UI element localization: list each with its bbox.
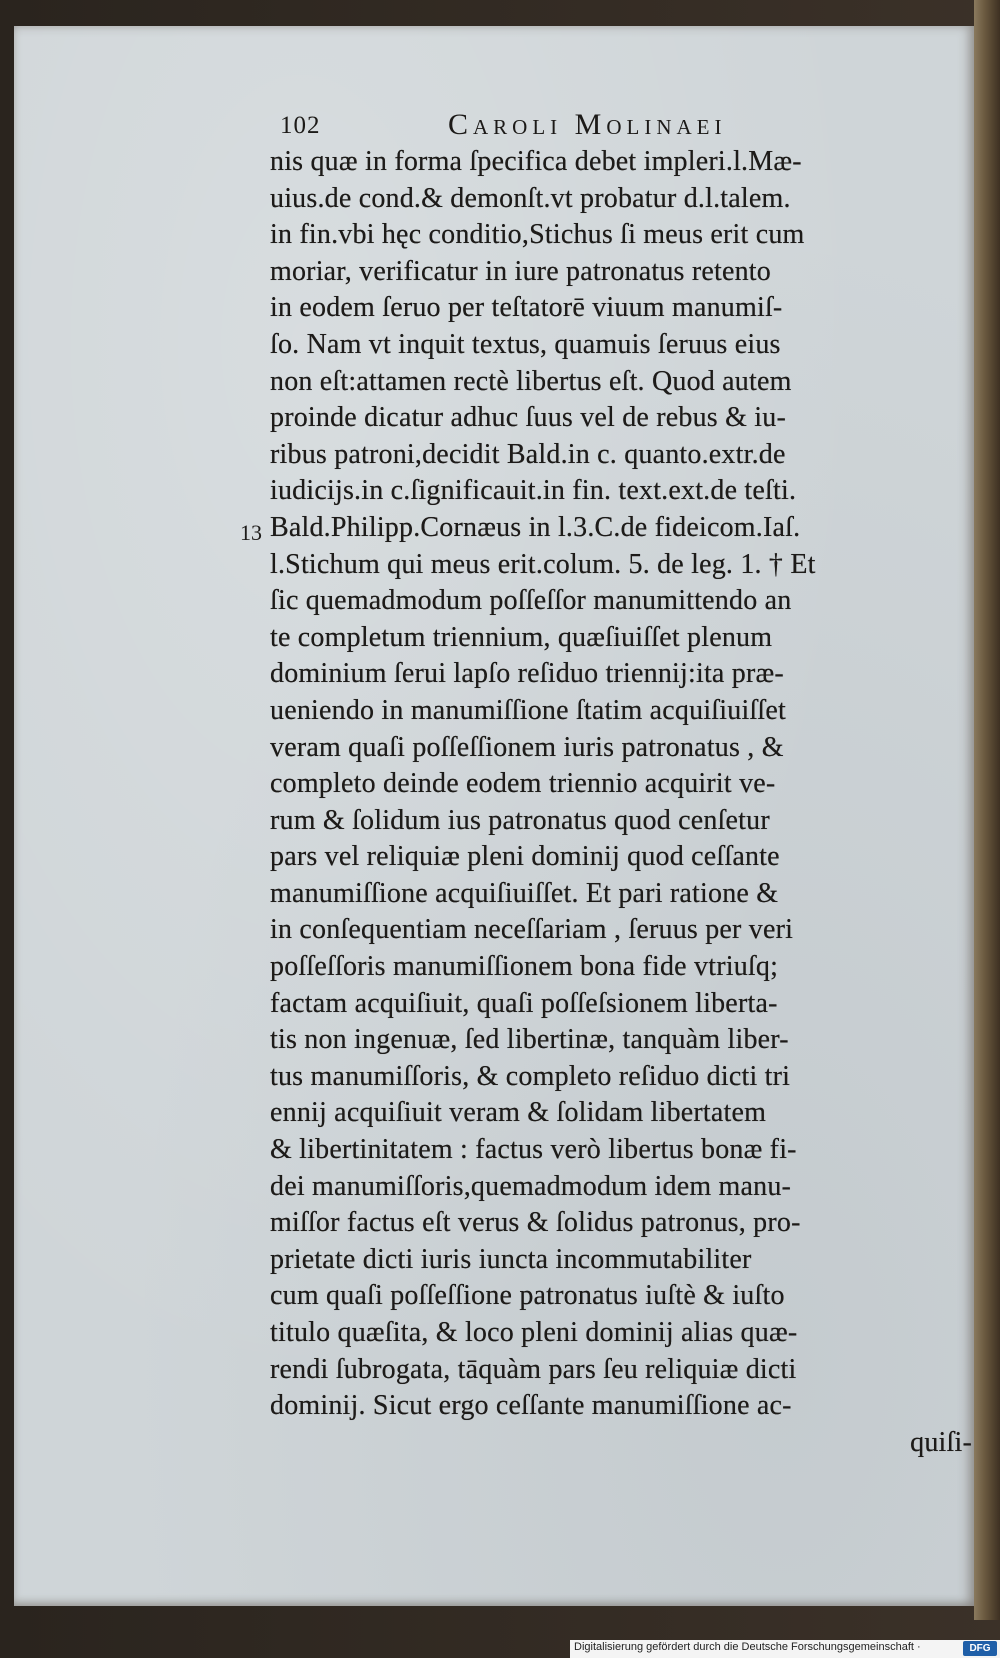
text-line: ribus patroni,decidit Bald.in c. quanto.extr.de bbox=[270, 438, 786, 470]
text-line: cum quaſi poſſeſſione patronatus iuſtè & iuſto bbox=[270, 1280, 785, 1312]
text-line: non eſt:attamen rectè libertus eſt. Quod autem bbox=[270, 365, 792, 397]
text-line: rendi ſubrogata, tāquàm pars ſeu reliquiæ dicti bbox=[270, 1353, 797, 1385]
running-head bbox=[280, 108, 980, 148]
running-title: Caroli Molinaei bbox=[448, 108, 727, 141]
text-line: l.Stichum qui meus erit.colum. 5. de leg. 1. † Et bbox=[270, 548, 816, 580]
text-line: te completum triennium, quæſiuiſſet plenum bbox=[270, 621, 773, 653]
text-line: completo deinde eodem triennio acquirit ve- bbox=[270, 768, 776, 800]
text-line: in eodem ſeruo per teſtatorē viuum manumiſ- bbox=[270, 292, 783, 324]
text-line: ſo. Nam vt inquit textus, quamuis ſeruus eius bbox=[270, 328, 781, 360]
text-line: factam acquiſiuit, quaſi poſſeſsionem liberta- bbox=[270, 987, 778, 1019]
text-line: ſic quemadmodum poſſeſſor manumittendo an bbox=[270, 585, 792, 617]
text-line: Bald.Philipp.Cornæus in l.3.C.de fideicom.Iaſ. bbox=[270, 511, 801, 543]
footer-credit: Digitalisierung gefördert durch die Deutsche Forschungsgemeinschaft · bbox=[574, 1641, 921, 1653]
text-line: manumiſſione acquiſiuiſſet. Et pari ratione & bbox=[270, 877, 779, 909]
text-line: rum & ſolidum ius patronatus quod cenſetur bbox=[270, 804, 770, 836]
text-line: titulo quæſita, & loco pleni dominij alias quæ- bbox=[270, 1317, 798, 1348]
text-line: miſſor factus eſt verus & ſolidus patronus, pro- bbox=[270, 1207, 801, 1239]
text-line: nis quæ in forma ſpecifica debet impleri.l.Mæ- bbox=[270, 146, 802, 177]
text-line: proinde dicatur adhuc ſuus vel de rebus & iu- bbox=[270, 402, 786, 434]
text-line: tus manumiſſoris, & completo reſiduo dicti tri bbox=[270, 1060, 791, 1092]
text-line: prietate dicti iuris iuncta incommutabiliter bbox=[270, 1243, 752, 1275]
text-line: tis non ingenuæ, ſed libertinæ, tanquàm liber- bbox=[270, 1024, 789, 1056]
text-line: poſſeſſoris manumiſſionem bona fide vtriuſq; bbox=[270, 951, 779, 983]
text-line: & libertinitatem : factus verò libertus bonæ fi- bbox=[270, 1134, 797, 1166]
body-text bbox=[270, 144, 978, 1461]
page-number: 102 bbox=[280, 112, 321, 139]
catchword: quiſi- bbox=[910, 1426, 972, 1458]
text-line: dominij. Sicut ergo ceſſante manumiſſione ac- bbox=[270, 1390, 792, 1422]
text-line: dei manumiſſoris,quemadmodum idem manu- bbox=[270, 1170, 792, 1202]
dfg-logo: DFG bbox=[963, 1641, 997, 1656]
marginal-section-number: 13 bbox=[240, 520, 262, 545]
text-line: ennij acquiſiuit veram & ſolidam libertatem bbox=[270, 1097, 767, 1129]
text-line: pars vel reliquiæ pleni dominij quod ceſſante bbox=[270, 841, 780, 873]
text-line: moriar, verificatur in iure patronatus retento bbox=[270, 255, 771, 287]
text-line: veram quaſi poſſeſſionem iuris patronatus , & bbox=[270, 731, 784, 763]
text-line: in conſequentiam neceſſariam , ſeruus per veri bbox=[270, 914, 794, 946]
text-line: ueniendo in manumiſſione ſtatim acquiſiuiſſet bbox=[270, 694, 787, 726]
text-line: uius.de cond.& demonſt.vt probatur d.l.talem. bbox=[270, 182, 791, 214]
text-line: dominium ſerui lapſo reſiduo triennij:ita præ- bbox=[270, 658, 784, 690]
text-line: iudicijs.in c.ſignificauit.in fin. text.ext.de teſti. bbox=[270, 475, 797, 507]
text-line: in fin.vbi hęc conditio,Stichus ſi meus erit cum bbox=[270, 219, 805, 251]
